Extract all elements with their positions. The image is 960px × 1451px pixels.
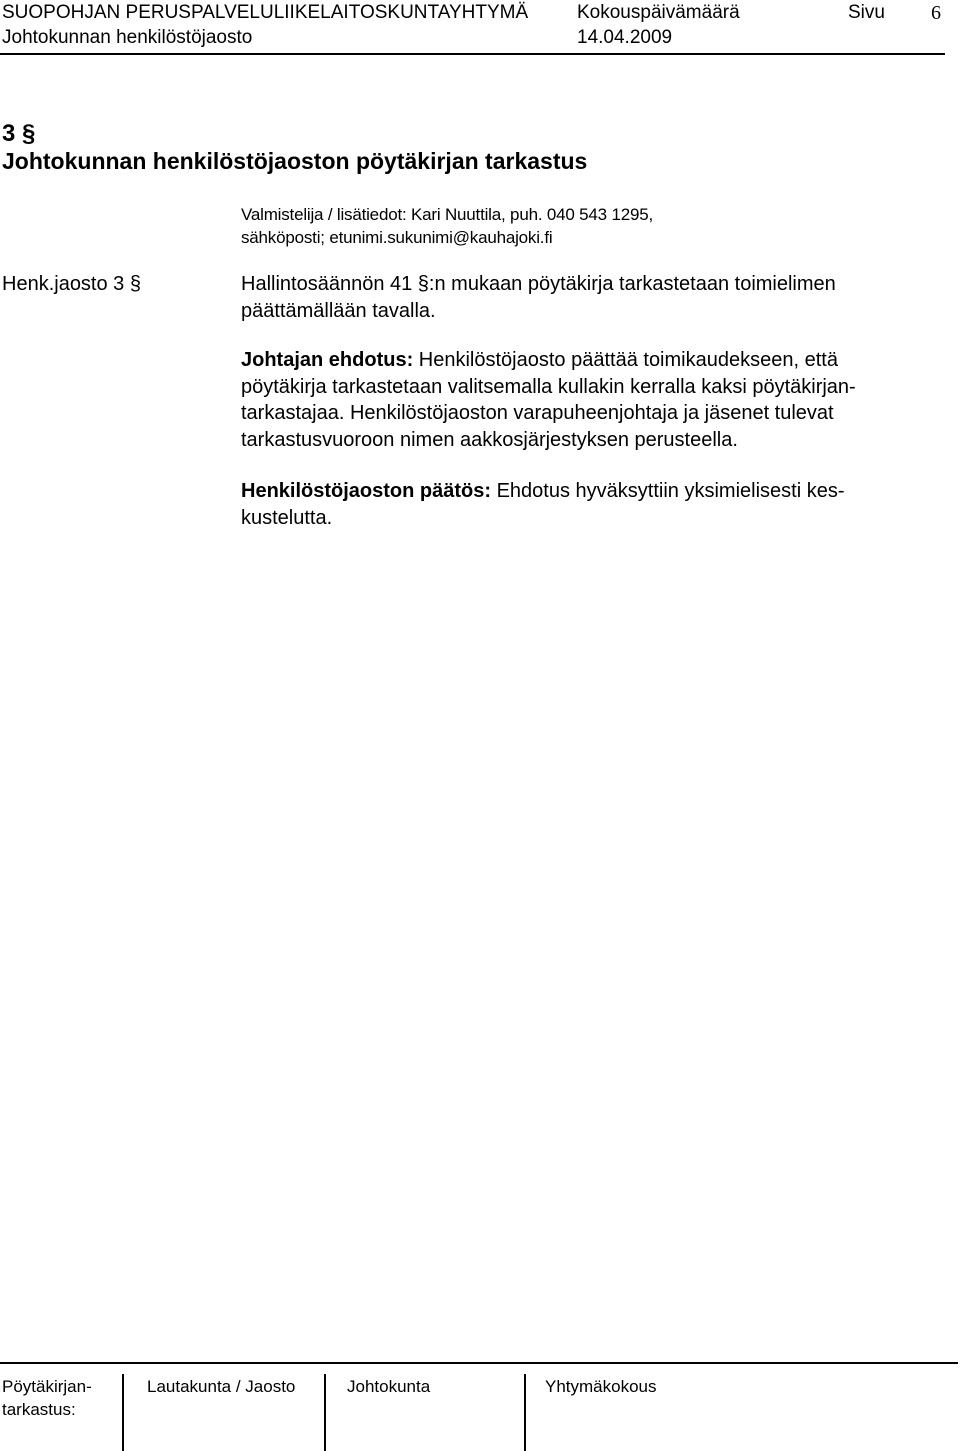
decision-paragraph xyxy=(241,478,844,531)
footer-directors-label: Johtokunta xyxy=(347,1377,431,1396)
header-rule xyxy=(0,53,945,55)
case-reference: Henk.jaosto 3 § xyxy=(2,273,141,295)
footer-divider-2 xyxy=(324,1374,326,1451)
intro-line-1: Hallintosäännön 41 §:n mukaan pöytäkirja tarkastetaan toimielimen xyxy=(241,273,836,295)
footer-review-label-2: tarkastus: xyxy=(2,1400,76,1419)
section-title: Johtokunnan henkilöstöjaoston pöytäkirjan tarkastus xyxy=(2,148,588,174)
header-meeting-date: 14.04.2009 xyxy=(577,27,673,48)
header-page-number: 6 xyxy=(931,2,941,24)
intro-paragraph xyxy=(241,271,836,324)
decision-label: Henkilöstöjaoston päätös: xyxy=(241,480,492,502)
proposal-line-4: tarkastusvuoroon nimen aakkosjärjestyksen perusteella. xyxy=(241,428,738,451)
footer-assembly-label: Yhtymäkokous xyxy=(545,1377,657,1396)
footer-review-label-1: Pöytäkirjan- xyxy=(2,1377,92,1396)
preparer-info xyxy=(241,203,653,249)
decision-line-1: Ehdotus hyväksyttiin yksimielisesti kes- xyxy=(491,480,845,502)
preparer-line-2: sähköposti; etunimi.sukunimi@kauhajoki.fi xyxy=(241,228,553,247)
proposal-paragraph xyxy=(241,347,856,453)
header-meeting-date-label: Kokouspäivämäärä xyxy=(577,2,740,23)
footer-divider-1 xyxy=(122,1374,124,1451)
intro-line-2: päättämällään tavalla. xyxy=(241,299,436,322)
decision-line-2: kustelutta. xyxy=(241,506,333,529)
proposal-line-2: pöytäkirja tarkastetaan valitsemalla kullakin kerralla kaksi pöytäkirjan- xyxy=(241,375,856,398)
proposal-line-1: Henkilöstöjaosto päättää toimikaudekseen, että xyxy=(413,349,838,371)
section-number: 3 § xyxy=(2,120,36,147)
footer-board-label: Lautakunta / Jaosto xyxy=(147,1377,296,1396)
header-organization: SUOPOHJAN PERUSPALVELULIIKELAITOSKUNTAYHTYMÄ xyxy=(2,2,529,23)
proposal-label: Johtajan ehdotus: xyxy=(241,349,414,371)
footer-rule xyxy=(0,1362,958,1364)
header-body-name: Johtokunnan henkilöstöjaosto xyxy=(2,27,253,48)
preparer-line-1: Valmistelija / lisätiedot: Kari Nuuttila, puh. 040 543 1295, xyxy=(241,205,653,224)
footer-divider-3 xyxy=(524,1374,526,1451)
proposal-line-3: tarkastajaa. Henkilöstöjaoston varapuheenjohtaja ja jäsenet tulevat xyxy=(241,402,834,424)
header-page-label: Sivu xyxy=(848,2,885,23)
